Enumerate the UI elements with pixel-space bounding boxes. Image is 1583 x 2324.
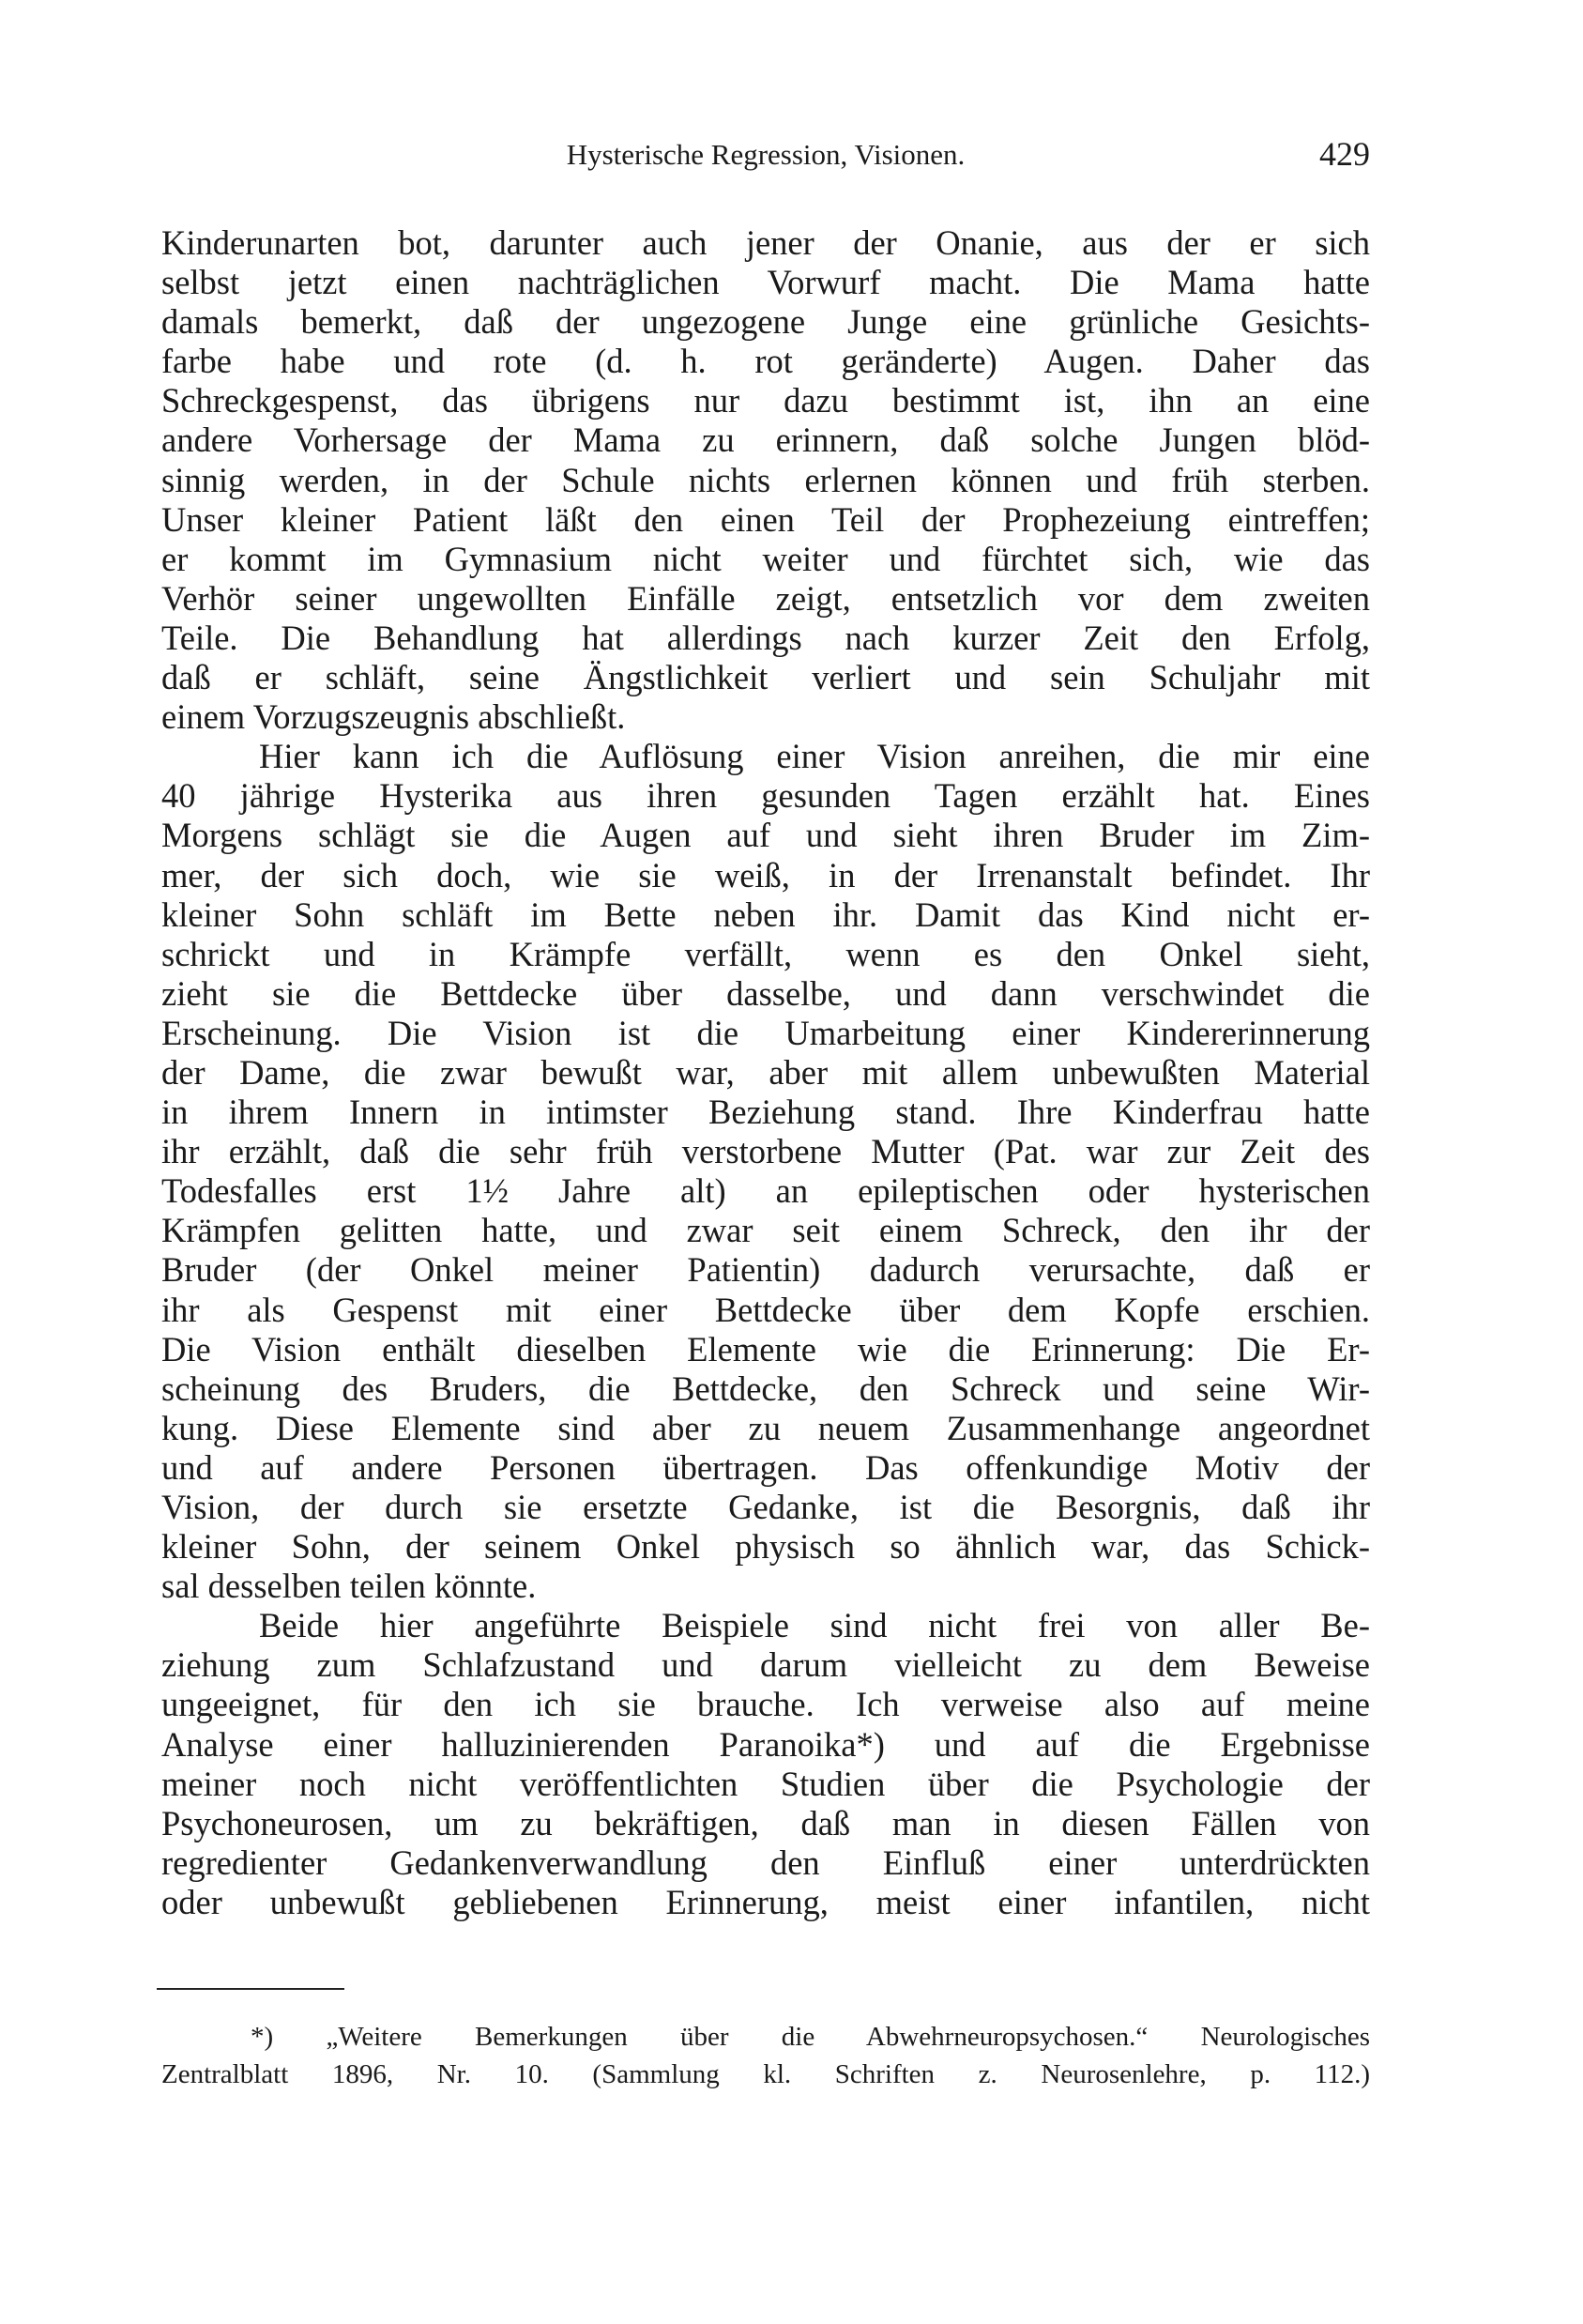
text-line: in ihrem Innern in intimster Beziehung stand. Ihre Kinderfrau hatte <box>161 1093 1370 1132</box>
text-line: Teile. Die Behandlung hat allerdings nach kurzer Zeit den Erfolg, <box>161 618 1370 657</box>
text-line: kung. Diese Elemente sind aber zu neuem Zusammenhange angeordnet <box>161 1408 1370 1447</box>
text-line: oder unbewußt gebliebenen Erinnerung, meist einer infantilen, nicht <box>161 1882 1370 1921</box>
text-line: daß er schläft, seine Ängstlichkeit verliert und sein Schuljahr mit <box>161 658 1370 697</box>
text-line: einem Vorzugszeugnis abschließt. <box>161 697 626 737</box>
text-line: Schreckgespenst, das übrigens nur dazu bestimmt ist, ihn an eine <box>161 381 1370 420</box>
text-line: Analyse einer halluzinierenden Paranoika*) und auf die Ergebnisse <box>161 1724 1370 1764</box>
text-line: er kommt im Gymnasium nicht weiter und fürchtet sich, wie das <box>161 539 1370 578</box>
text-line: Verhör seiner ungewollten Einfälle zeigt, entsetzlich vor dem zweiten <box>161 578 1370 618</box>
text-line: andere Vorhersage der Mama zu erinnern, daß solche Jungen blöd- <box>161 420 1370 460</box>
text-line: Psychoneurosen, um zu bekräftigen, daß man in diesen Fällen von <box>161 1803 1370 1842</box>
text-line: kleiner Sohn schläft im Bette neben ihr. Damit das Kind nicht er- <box>161 894 1370 934</box>
text-line: Krämpfen gelitten hatte, und zwar seit einem Schreck, den ihr der <box>161 1211 1370 1250</box>
text-line: kleiner Sohn, der seinem Onkel physisch so ähnlich war, das Schick- <box>161 1527 1370 1567</box>
text-line: Die Vision enthält dieselben Elemente wie die Erinnerung: Die Er- <box>161 1329 1370 1368</box>
text-line: Todesfalles erst 1½ Jahre alt) an epileptischen oder hysterischen <box>161 1171 1370 1211</box>
text-line: zieht sie die Bettdecke über dasselbe, und dann verschwindet die <box>161 973 1370 1013</box>
text-line: regredienter Gedankenverwandlung den Einfluß einer unterdrückten <box>161 1842 1370 1882</box>
text-line: Kinderunarten bot, darunter auch jener der Onanie, aus der er sich <box>161 223 1370 262</box>
body-text <box>161 223 1370 1922</box>
text-line: und auf andere Personen übertragen. Das offenkundige Motiv der <box>161 1447 1370 1487</box>
text-line: Vision, der durch sie ersetzte Gedanke, ist die Besorgnis, daß ihr <box>161 1488 1370 1526</box>
text-line: Bruder (der Onkel meiner Patientin) dadurch verursachte, daß er <box>161 1250 1370 1290</box>
text-line: schrickt und in Krämpfe verfällt, wenn es den Onkel sieht, <box>161 934 1370 973</box>
text-line: Unser kleiner Patient läßt den einen Teil der Prophezeiung eintreffen; <box>161 499 1370 539</box>
text-line: meiner noch nicht veröffentlichten Studien über die Psychologie der <box>161 1764 1370 1803</box>
text-line: damals bemerkt, daß der ungezogene Junge eine grünliche Gesichts- <box>161 302 1370 342</box>
text-line: Beide hier angeführte Beispiele sind nicht frei von aller Be- <box>259 1606 1370 1645</box>
text-line: sinnig werden, in der Schule nichts erlernen können und früh sterben. <box>161 460 1370 499</box>
text-line: selbst jetzt einen nachträglichen Vorwurf macht. Die Mama hatte <box>161 263 1370 302</box>
text-line: farbe habe und rote (d. h. rot geränderte) Augen. Daher das <box>161 342 1370 381</box>
text-line: scheinung des Bruders, die Bettdecke, den Schreck und seine Wir- <box>161 1368 1370 1408</box>
text-line: ungeeignet, für den ich sie brauche. Ich verweise also auf meine <box>161 1685 1370 1724</box>
text-line: Erscheinung. Die Vision ist die Umarbeitung einer Kindererinnerung <box>161 1013 1370 1052</box>
text-line: Hier kann ich die Auflösung einer Vision anreihen, die mir eine <box>259 737 1370 776</box>
footnote-line: *) „Weitere Bemerkungen über die Abwehrneuropsychosen.“ Neurologisches <box>251 2022 1370 2052</box>
page-number: 429 <box>1319 135 1370 173</box>
footnotes <box>161 2018 1370 2093</box>
page-header <box>161 136 1370 177</box>
footnote-line: Zentralblatt 1896, Nr. 10. (Sammlung kl. Schriften z. Neurosenlehre, p. 112.) <box>161 2059 1370 2089</box>
running-title: Hysterische Regression, Visionen. <box>566 138 966 171</box>
text-line: ihr erzählt, daß die sehr früh verstorbene Mutter (Pat. war zur Zeit des <box>161 1132 1370 1171</box>
text-line: der Dame, die zwar bewußt war, aber mit allem unbewußten Material <box>161 1052 1370 1092</box>
footnote-divider <box>157 1988 344 1990</box>
text-line: Morgens schlägt sie die Augen auf und sieht ihren Bruder im Zim- <box>161 816 1370 855</box>
text-line: mer, der sich doch, wie sie weiß, in der Irrenanstalt befindet. Ihr <box>161 855 1370 894</box>
text-line: ihr als Gespenst mit einer Bettdecke über dem Kopfe erschien. <box>161 1290 1370 1329</box>
text-line: 40 jährige Hysterika aus ihren gesunden Tagen erzählt hat. Eines <box>161 776 1370 816</box>
text-line: sal desselben teilen könnte. <box>161 1567 537 1606</box>
text-line: ziehung zum Schlafzustand und darum vielleicht zu dem Beweise <box>161 1645 1370 1685</box>
